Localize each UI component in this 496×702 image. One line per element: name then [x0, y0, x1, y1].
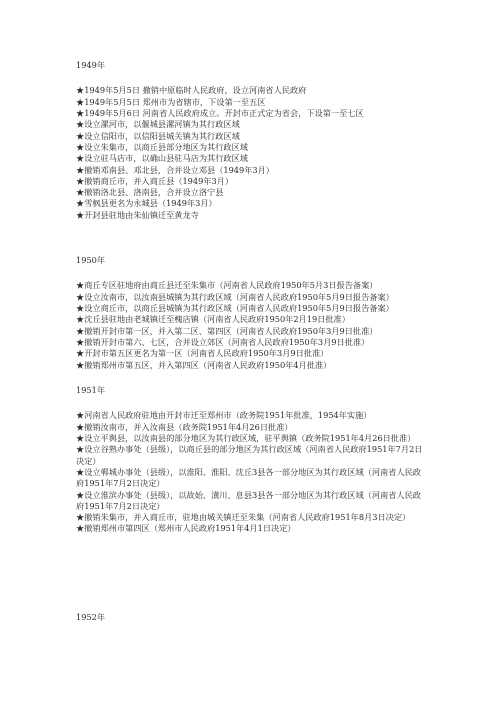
list-item: ★开封县驻地由朱仙镇迁至黄龙寺	[76, 209, 199, 220]
list-item: ★设立信阳市，以信阳县城关镇为其行政区域	[76, 130, 240, 141]
list-item: ★河南省人民政府驻地由开封市迁至郑州市（政务院1951年批准，1954年实施）	[76, 410, 372, 421]
list-item: ★设立郸城办事处（县级），以淮阳、淮阳、沈丘3县各一部分地区为其行政区域（河南省人民政府1951年7月2日决定）	[76, 466, 421, 489]
list-item: ★撤销开封市第六、七区，合并设立郊区（河南省人民政府1950年3月9日批准）	[76, 336, 370, 347]
list-item: ★设立商丘市，以商丘县城镇为其行政区域（河南省人民政府1950年5月9日报告备案）	[76, 302, 394, 313]
list-item: ★设立谷熟办事处（县级），以商丘县的部分地区为其行政区域（河南省人民政府1951年7月2日决定）	[76, 444, 423, 466]
list-item: ★沈丘县驻地由老城镇迁至槐店镇（河南省人民政府1950年2月19日批准）	[76, 314, 350, 325]
list-item: ★开封市第五区更名为第一区（河南省人民政府1950年3月9日批准）	[76, 348, 329, 359]
list-item: ★撤销商丘市，并入商丘县（1949年3月）	[76, 175, 234, 186]
list-item: ★1949年5月5日 撤销中原临时人民政府，设立河南省人民政府	[76, 85, 307, 96]
year-heading: 1949年	[76, 60, 106, 70]
list-item: ★撤销郑州市第五区，并入第四区（河南省人民政府1950年4月批准）	[76, 359, 332, 370]
list-item: ★设立汝南市，以汝南县城镇为其行政区域（河南省人民政府1950年5月9日报告备案）	[76, 291, 394, 302]
list-item: ★1949年5月6日 河南省人民政府成立。开封市正式定为省会，下设第一至七区	[76, 107, 364, 118]
year-heading: 1951年	[76, 385, 106, 395]
list-item: ★雪枫县更名为永城县（1949年3月）	[76, 198, 217, 209]
section-1952	[76, 612, 424, 637]
list-item: ★设立驻马店市，以确山县驻马店为其行政区域	[76, 153, 248, 164]
list-item: ★1949年5月5日 郑州市为省辖市，下设第一至五区	[76, 96, 266, 107]
year-heading: 1950年	[76, 255, 106, 265]
list-item: ★设立漯河市，以偃城县漯河镇为其行政区域	[76, 119, 240, 130]
year-heading: 1952年	[76, 612, 106, 622]
list-item: ★设立淮滨办事处（县级），以故始、潢川、息县3县各一部分地区为其行政区域（河南省人民政府1951年7月2日决定）	[76, 489, 421, 511]
list-item: ★撤销汝南市，并入汝南县（政务院1951年4月26日批准）	[76, 421, 293, 432]
list-item: ★设立平舆县，以汝南县的部分地区为其行政区域，驻平舆镇（政务院1951年4月26日批准）	[76, 432, 416, 443]
section-1951	[76, 385, 424, 535]
list-item: ★设立朱集市，以商丘县部分地区为其行政区域	[76, 141, 248, 152]
list-item: ★撤销邓南县、邓北县，合并设立邓县（1949年3月）	[76, 164, 274, 175]
section-1949	[76, 60, 424, 221]
section-1950	[76, 255, 424, 371]
list-item: ★撤销朱集市，并入商丘市，驻地由城关镇迁至朱集（河南省人民政府1951年8月3日决定）	[76, 512, 411, 523]
list-item: ★撤销开封市第一区，并入第二区、第四区（河南省人民政府1950年3月9日批准）	[76, 325, 378, 336]
list-item: ★撤销洛北县、洛南县，合并设立洛宁县	[76, 187, 224, 198]
list-item: ★撤销郑州市第四区（郑州市人民政府1951年4月1日决定）	[76, 523, 296, 534]
list-item: ★商丘专区驻地府由商丘县迁至朱集市（河南省人民政府1950年5月3日报告备案）	[76, 280, 378, 291]
